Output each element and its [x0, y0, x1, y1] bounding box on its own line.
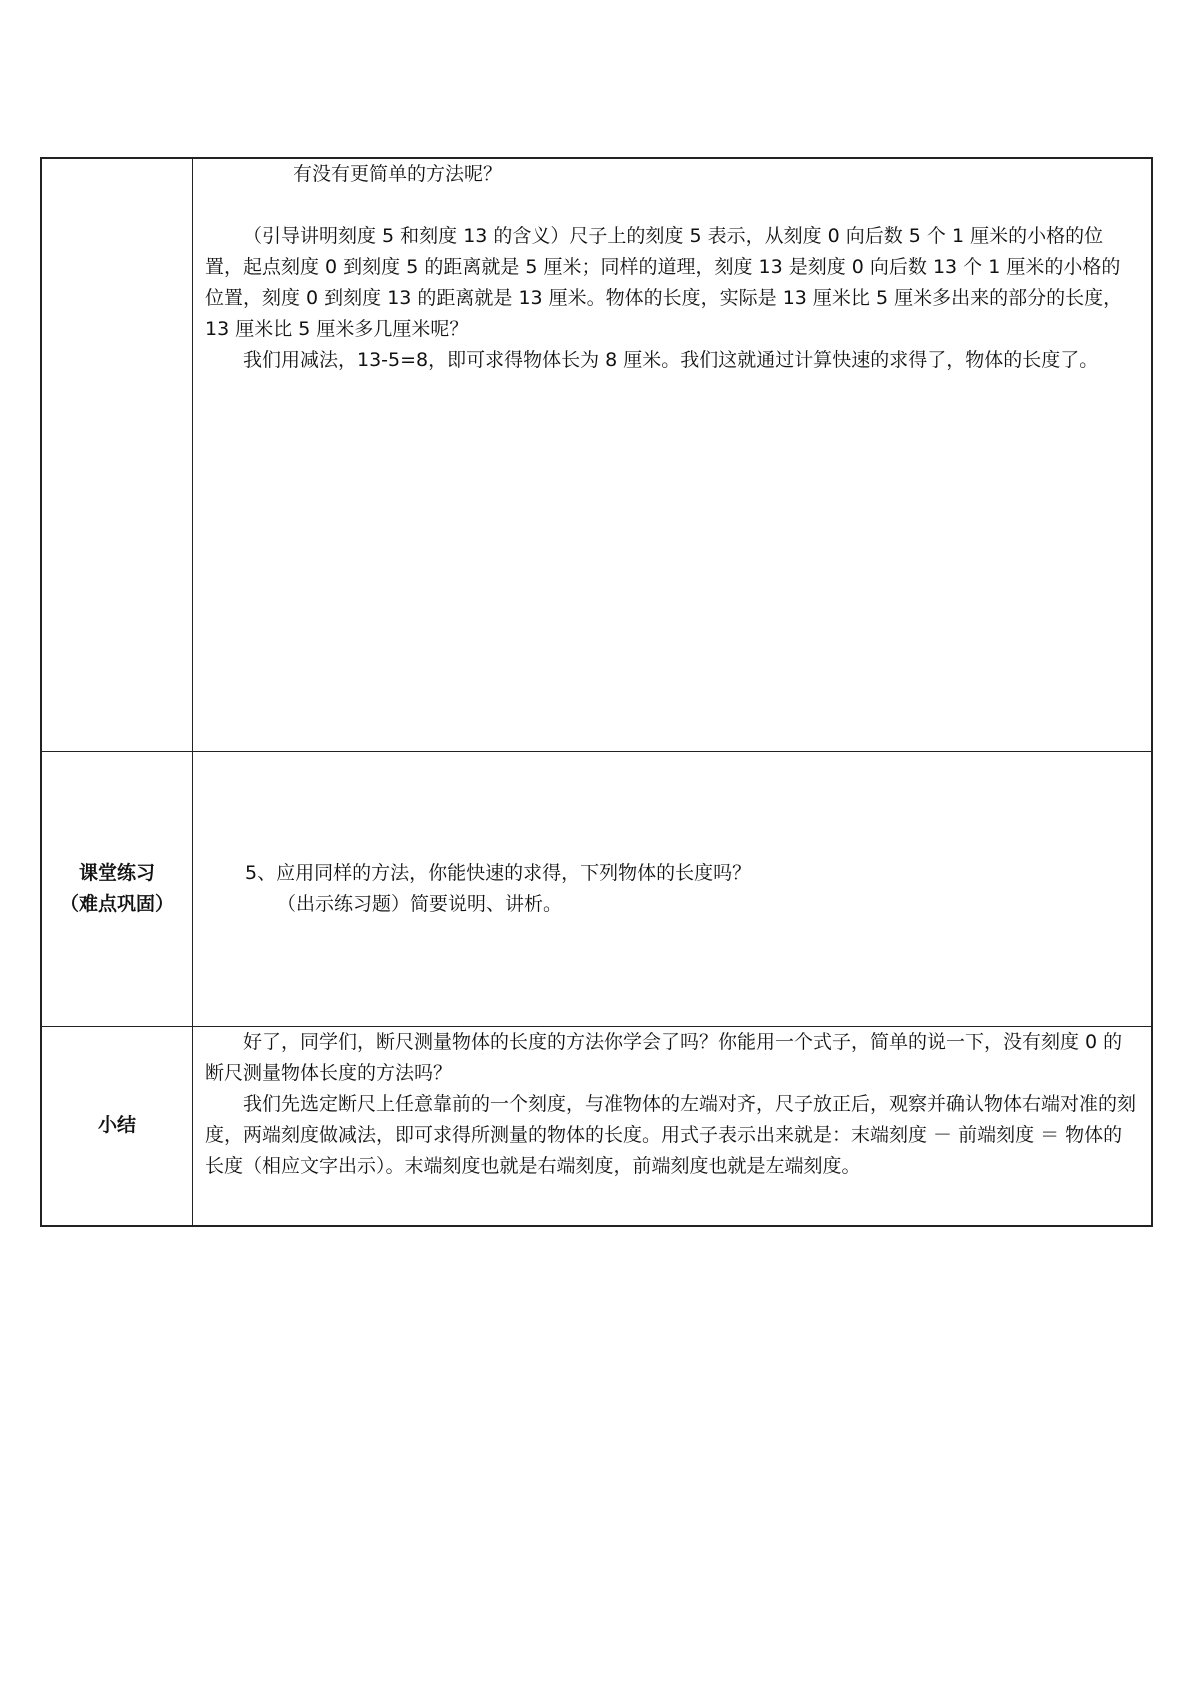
- table-row: [41, 751, 1152, 1026]
- paragraph: 5、应用同样的方法，你能快速的求得，下列物体的长度吗？: [245, 861, 752, 884]
- content-cell: [193, 751, 1153, 1026]
- row-label-empty: [41, 158, 193, 751]
- paragraph: 好了，同学们，断尺测量物体的长度的方法你学会了吗？你能用一个式子，简单的说一下，没有刻度 0 的断尺测量物体长度的方法吗？: [205, 1030, 1123, 1084]
- paragraph: 我们先选定断尺上任意靠前的一个刻度，与准物体的左端对齐，尺子放正后，观察并确认物体右端对准的刻度，两端刻度做减法，即可求得所测量的物体的长度。用式子表示出来就是：末端刻度 － 前端刻度 ＝ 物体的长度（相应文字出示）。末端刻度也就是右端刻度，前端刻度也就是左端刻度。: [205, 1092, 1137, 1177]
- row-label-line: 课堂练习: [78, 861, 155, 884]
- paragraph: 我们用减法，13-5=8，即可求得物体长为 8 厘米。我们这就通过计算快速的求得了，物体的长度了。: [243, 349, 1099, 371]
- row-label: [41, 751, 193, 1026]
- row-label-line: （难点巩固）: [59, 892, 174, 915]
- paragraph: （出示练习题）简要说明、讲析。: [277, 892, 563, 915]
- row-label: 小结: [41, 1026, 193, 1226]
- paragraph: （引导讲明刻度 5 和刻度 13 的含义）尺子上的刻度 5 表示，从刻度 0 向后数 5 个 1 厘米的小格的位置，起点刻度 0 到刻度 5 的距离就是 5 厘米；同样的道理，刻度 13 是刻度 0 向后数 13 个 1 厘米的小格的位置，刻度 0 到刻度 13 的距离就是 13 厘米。物体的长度，实际是 13 厘米比 5 厘米多出来的部分的长度，13 厘米比 5 厘米多几厘米呢？: [205, 225, 1123, 340]
- content-cell: [193, 1026, 1153, 1226]
- lesson-plan-table: [40, 157, 1153, 1227]
- question-text: 有没有更简单的方法呢？: [293, 163, 503, 185]
- content-cell: [193, 158, 1153, 751]
- table-row: [41, 1026, 1152, 1226]
- table-row: [41, 158, 1152, 751]
